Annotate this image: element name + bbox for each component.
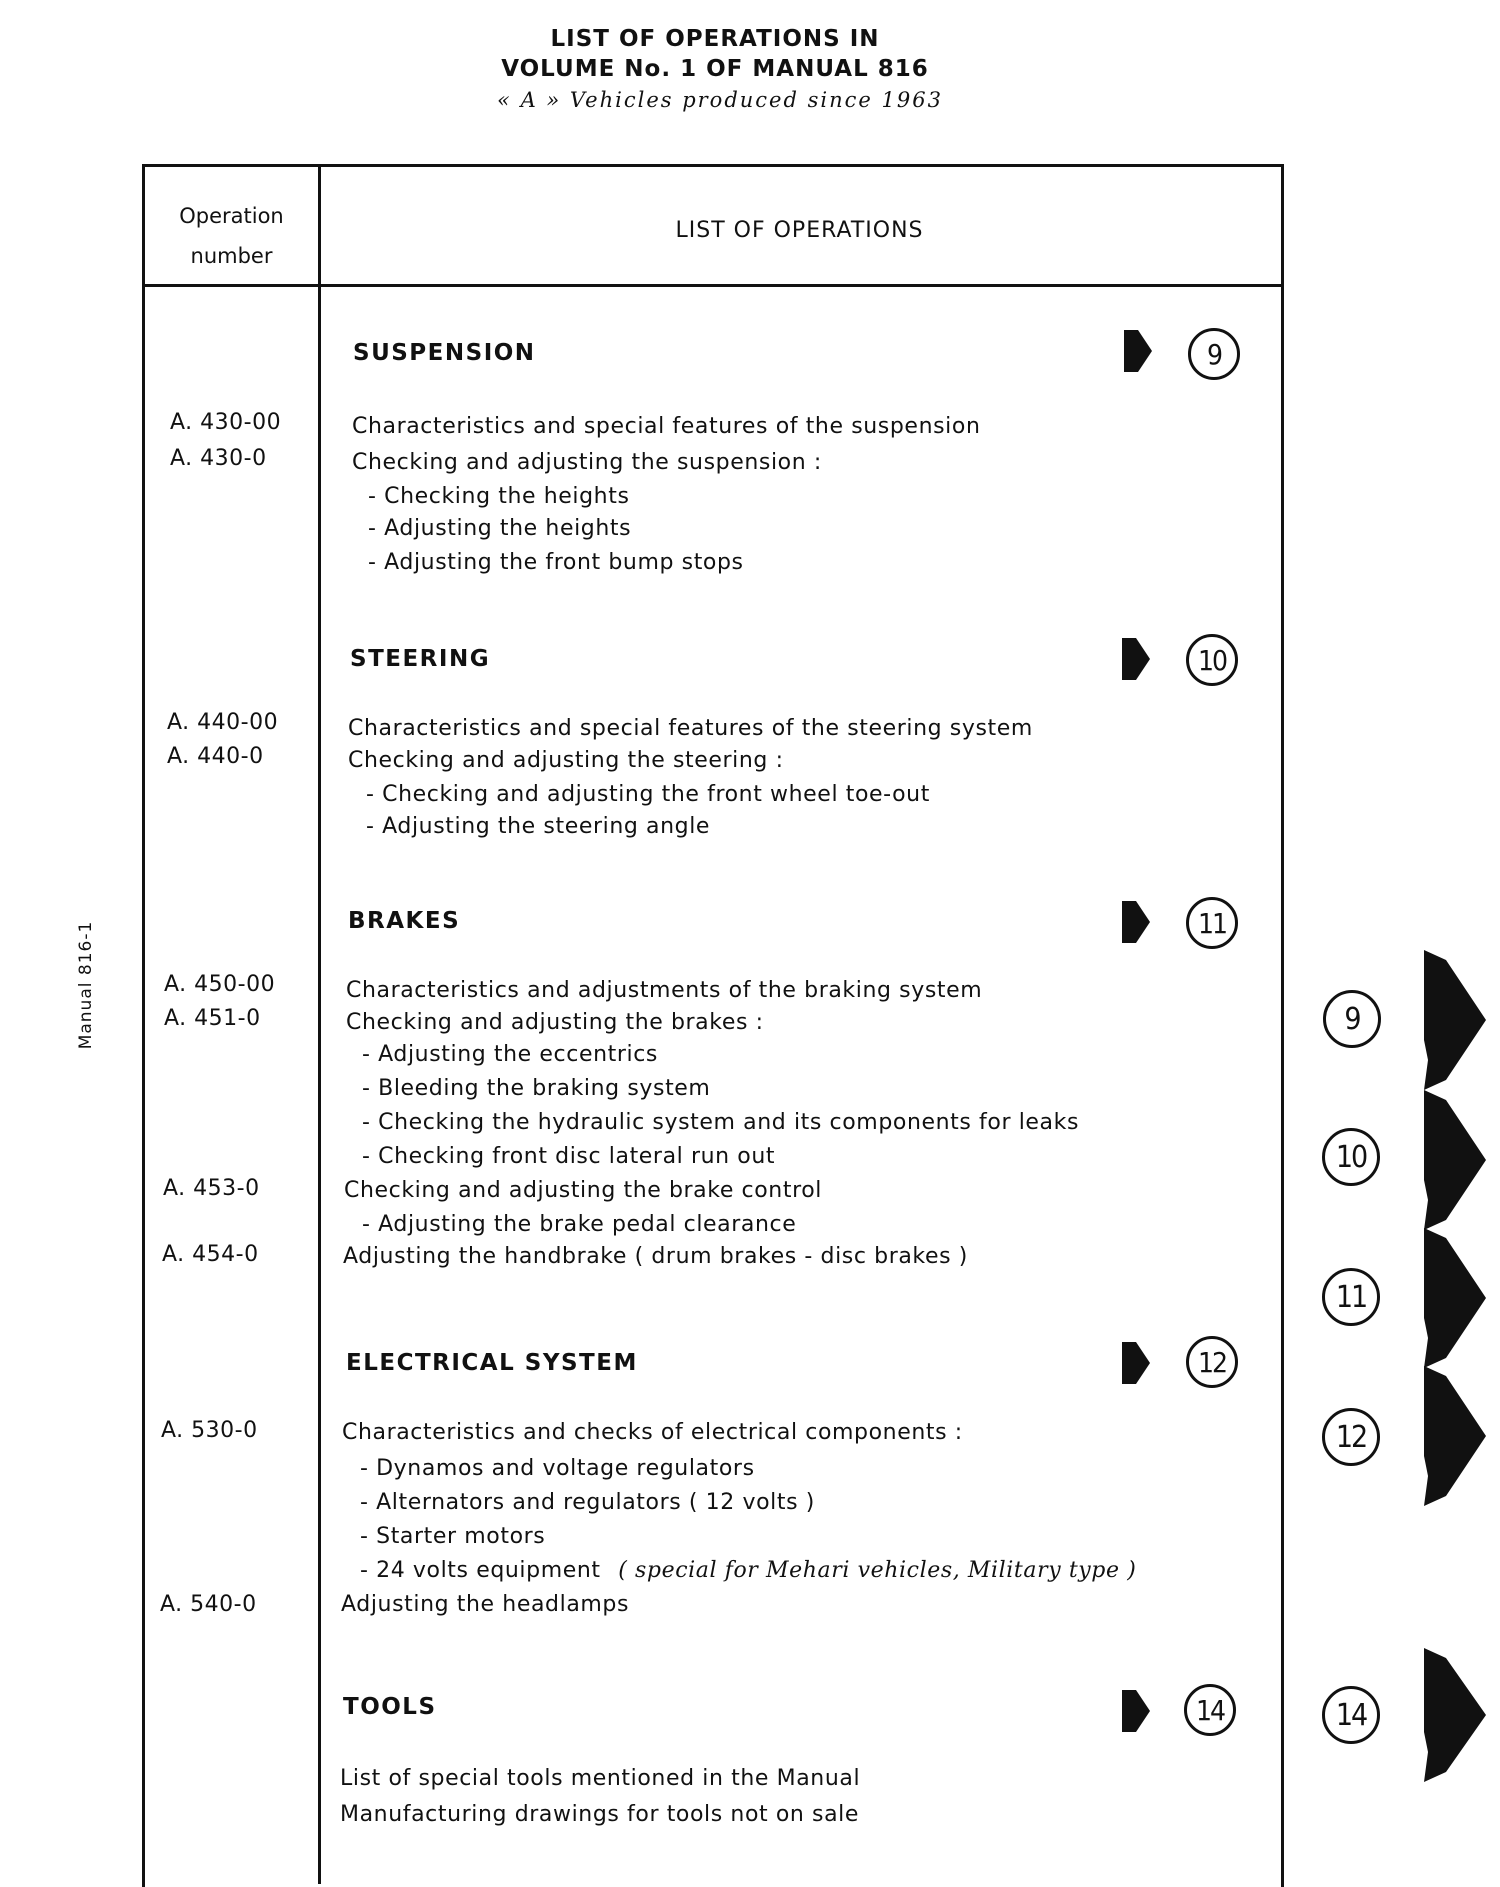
document-subtitle: « A » Vehicles produced since 1963: [497, 88, 943, 112]
operation-subitem: - Checking and adjusting the front wheel toe-out: [366, 782, 930, 807]
operation-text: Checking and adjusting the brake control: [344, 1178, 823, 1203]
table-header-divider: [142, 284, 1281, 287]
operation-number: A. 430-0: [170, 446, 267, 471]
operation-number: A. 440-0: [167, 744, 264, 769]
edge-tab-number: 14: [1322, 1686, 1380, 1744]
section-tab-number: 11: [1186, 897, 1238, 949]
operation-text: List of special tools mentioned in the Manual: [340, 1766, 861, 1791]
operation-text: Characteristics and special features of the steering system: [348, 716, 1033, 741]
operation-number: A. 451-0: [164, 1006, 261, 1031]
section-tab-number: 10: [1186, 634, 1238, 686]
operation-text: Manufacturing drawings for tools not on sale: [340, 1802, 860, 1827]
operation-subitem: - Adjusting the heights: [368, 516, 632, 541]
column-header-operation-number: [145, 196, 318, 276]
operation-note: ( special for Mehari vehicles, Military type ): [618, 1558, 1137, 1583]
operation-subitem: - Adjusting the brake pedal clearance: [362, 1212, 797, 1237]
operation-number: A. 430-00: [170, 410, 282, 435]
operation-text: Characteristics and adjustments of the braking system: [346, 978, 983, 1003]
section-pointer-arrow-icon: [1122, 634, 1150, 684]
column-header-operation-line1: Operation: [179, 204, 284, 228]
operation-number: A. 453-0: [163, 1176, 260, 1201]
operation-number: A. 454-0: [162, 1242, 259, 1267]
operation-number: A. 440-00: [167, 710, 279, 735]
section-pointer-arrow-icon: [1122, 897, 1150, 947]
edge-tab-number: 11: [1322, 1268, 1380, 1326]
spine-label: Manual 816-1: [76, 920, 96, 1050]
edge-tab-arrow-icon: [1420, 950, 1486, 1090]
section-title-tools: TOOLS: [343, 1694, 437, 1720]
section-title-steering: STEERING: [350, 646, 491, 672]
operation-number: A. 450-00: [164, 972, 276, 997]
operation-number: A. 540-0: [160, 1592, 257, 1617]
operation-subitem: - Checking front disc lateral run out: [362, 1144, 776, 1169]
operation-text: Checking and adjusting the suspension :: [352, 450, 822, 475]
column-header-list-of-operations: LIST OF OPERATIONS: [675, 218, 924, 243]
operation-subitem: - Adjusting the eccentrics: [362, 1042, 658, 1067]
operation-text: Checking and adjusting the brakes :: [346, 1010, 764, 1035]
edge-tab-arrow-icon: [1420, 1228, 1486, 1368]
operation-text: Adjusting the handbrake ( drum brakes - disc brakes ): [343, 1244, 968, 1269]
operation-subitem: - Dynamos and voltage regulators: [360, 1456, 755, 1481]
edge-tab-number: 12: [1322, 1408, 1380, 1466]
section-tab-number: 12: [1186, 1336, 1238, 1388]
section-tab-number: 9: [1188, 328, 1240, 380]
column-header-operation-line2: number: [190, 244, 273, 268]
table-column-divider: [318, 164, 321, 1884]
section-title-brakes: BRAKES: [348, 908, 461, 934]
operation-subitem: - Starter motors: [360, 1524, 546, 1549]
edge-tab-arrow-icon: [1420, 1090, 1486, 1230]
section-pointer-arrow-icon: [1122, 1338, 1150, 1388]
operation-text: Characteristics and checks of electrical components :: [342, 1420, 963, 1445]
edge-tab-arrow-icon: [1420, 1648, 1486, 1782]
operation-text: Characteristics and special features of the suspension: [352, 414, 981, 439]
operation-subitem: [360, 1558, 1136, 1583]
edge-tab-number: 10: [1322, 1128, 1380, 1186]
operation-subitem: - Adjusting the front bump stops: [368, 550, 744, 575]
document-title-line-1: LIST OF OPERATIONS IN: [550, 26, 880, 52]
section-title-electrical-system: ELECTRICAL SYSTEM: [346, 1350, 638, 1376]
operation-number: A. 530-0: [161, 1418, 258, 1443]
operation-subitem: - Adjusting the steering angle: [366, 814, 711, 839]
operation-text: Checking and adjusting the steering :: [348, 748, 784, 773]
operation-subitem: - Checking the heights: [368, 484, 630, 509]
operation-subitem-text: - 24 volts equipment: [360, 1558, 601, 1583]
operation-subitem: - Bleeding the braking system: [362, 1076, 711, 1101]
edge-tab-arrow-icon: [1420, 1366, 1486, 1506]
operation-subitem: - Alternators and regulators ( 12 volts ): [360, 1490, 815, 1515]
operation-subitem: - Checking the hydraulic system and its components for leaks: [362, 1110, 1080, 1135]
document-title-line-2: VOLUME No. 1 OF MANUAL 816: [501, 56, 929, 82]
edge-tab-number: 9: [1323, 990, 1381, 1048]
section-pointer-arrow-icon: [1124, 326, 1152, 376]
section-pointer-arrow-icon: [1122, 1686, 1150, 1736]
operation-text: Adjusting the headlamps: [341, 1592, 630, 1617]
section-title-suspension: SUSPENSION: [353, 340, 536, 366]
section-tab-number: 14: [1184, 1684, 1236, 1736]
